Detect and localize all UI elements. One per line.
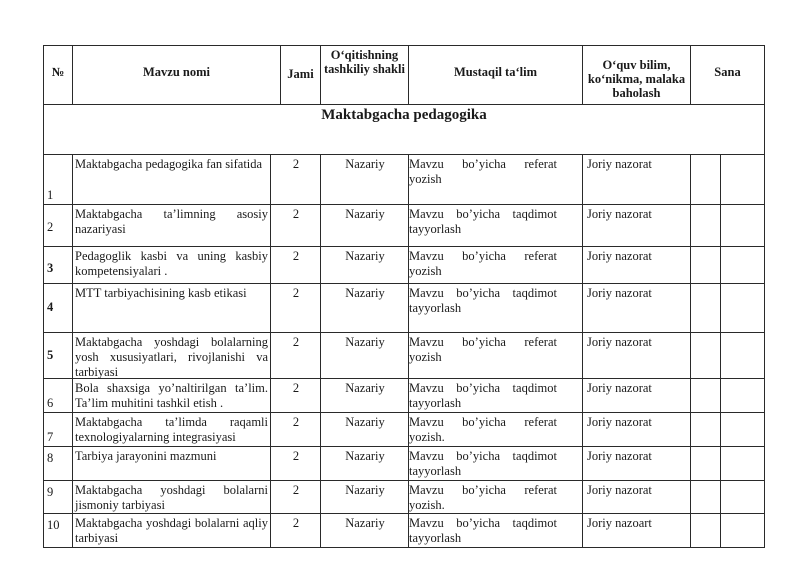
row-topic: Maktabgacha yoshdagi bolalarni jismoniy tarbiyasi: [75, 483, 268, 512]
grid-line: [43, 246, 765, 247]
grid-line: [72, 154, 73, 548]
grid-line: [43, 513, 765, 514]
row-independent: Mavzu bo’yicha taqdimot tayyorlash: [409, 207, 557, 236]
row-form: Nazariy: [345, 381, 385, 395]
row-independent: Mavzu bo’yicha taqdimot tayyorlash: [409, 516, 557, 545]
row-topic: Bola shaxsiga yo’naltirilgan ta’lim. Ta’lim muhitini tashkil etish .: [75, 381, 268, 410]
row-number: 7: [47, 430, 54, 444]
row-independent: Mavzu bo’yicha referat yozish.: [409, 415, 557, 444]
grid-line: [43, 283, 765, 284]
row-total: 2: [292, 483, 300, 497]
header-number: №: [51, 65, 65, 79]
row-total: 2: [292, 381, 300, 395]
row-total: 2: [292, 207, 300, 221]
row-independent: Mavzu bo’yicha taqdimot tayyorlash: [409, 449, 557, 478]
table-border-bottom: [43, 547, 765, 548]
header-form: O‘qitishning tashkiliy shakli: [324, 48, 405, 76]
row-topic: MTT tarbiyachisining kasb etikasi: [75, 286, 247, 300]
row-topic: Maktabgacha ta’limda raqamli texnologiyalarning integrasiyasi: [75, 415, 268, 444]
row-assessment: Joriy nazorat: [587, 286, 652, 300]
grid-line: [720, 154, 721, 548]
grid-line: [43, 412, 765, 413]
row-number: 5: [47, 348, 54, 362]
row-total: 2: [292, 157, 300, 171]
row-number: 6: [47, 396, 54, 410]
row-total: 2: [292, 335, 300, 349]
row-form: Nazariy: [345, 483, 385, 497]
row-independent: Mavzu bo’yicha referat yozish: [409, 335, 557, 364]
row-number: 3: [47, 261, 54, 275]
row-form: Nazariy: [345, 157, 385, 171]
row-total: 2: [292, 415, 300, 429]
row-form: Nazariy: [345, 449, 385, 463]
row-topic: Maktabgacha ta’limning asosiy nazariyasi: [75, 207, 268, 236]
section-title: Maktabgacha pedagogika: [321, 107, 487, 123]
row-number: 8: [47, 451, 54, 465]
grid-line: [582, 154, 583, 548]
grid-line: [270, 154, 271, 548]
grid-line: [43, 332, 765, 333]
grid-line: [43, 104, 765, 105]
grid-line: [43, 204, 765, 205]
row-form: Nazariy: [345, 286, 385, 300]
row-number: 2: [47, 220, 54, 234]
row-assessment: Joriy nazorat: [587, 483, 652, 497]
row-independent: Mavzu bo’yicha referat yozish: [409, 249, 557, 278]
row-form: Nazariy: [345, 516, 385, 530]
row-topic: Tarbiya jarayonini mazmuni: [75, 449, 217, 463]
row-topic: Maktabgacha pedagogika fan sifatida: [75, 157, 263, 171]
row-topic: Maktabgacha yoshdagi bolalarni aqliy tarbiyasi: [75, 516, 268, 545]
row-independent: Mavzu bo’yicha taqdimot tayyorlash: [409, 286, 557, 315]
row-assessment: Joriy nazorat: [587, 249, 652, 263]
grid-line: [320, 154, 321, 548]
row-number: 10: [47, 518, 60, 532]
row-form: Nazariy: [345, 249, 385, 263]
grid-line: [43, 480, 765, 481]
row-total: 2: [292, 286, 300, 300]
row-form: Nazariy: [345, 335, 385, 349]
row-independent: Mavzu bo’yicha referat yozish: [409, 157, 557, 186]
row-total: 2: [292, 249, 300, 263]
header-date: Sana: [714, 65, 741, 79]
header-assessment: O‘quv bilim, ko‘nikma, malaka baholash: [587, 58, 686, 100]
row-assessment: Joriy nazorat: [587, 381, 652, 395]
row-number: 1: [47, 188, 54, 202]
row-assessment: Joriy nazoart: [587, 516, 652, 530]
row-total: 2: [292, 449, 300, 463]
row-assessment: Joriy nazorat: [587, 415, 652, 429]
row-number: 4: [47, 300, 54, 314]
row-assessment: Joriy nazorat: [587, 207, 652, 221]
header-total: Jami: [287, 67, 314, 81]
row-topic: Pedagoglik kasbi va uning kasbiy kompetensiyalari .: [75, 249, 268, 278]
grid-line: [43, 446, 765, 447]
row-total: 2: [292, 516, 300, 530]
table-border-top: [43, 45, 765, 46]
row-independent: Mavzu bo’yicha taqdimot tayyorlash: [409, 381, 557, 410]
grid-line: [43, 154, 765, 155]
row-assessment: Joriy nazorat: [587, 157, 652, 171]
row-number: 9: [47, 485, 54, 499]
row-assessment: Joriy nazorat: [587, 335, 652, 349]
row-independent: Mavzu bo’yicha referat yozish.: [409, 483, 557, 512]
grid-line: [690, 154, 691, 548]
header-topic: Mavzu nomi: [142, 65, 210, 79]
row-topic: Maktabgacha yoshdagi bolalarning yosh xususiyatlari, rivojlanishi va tarbiyasi: [75, 335, 268, 379]
header-independent: Mustaqil ta‘lim: [454, 65, 537, 79]
row-assessment: Joriy nazorat: [587, 449, 652, 463]
row-form: Nazariy: [345, 207, 385, 221]
row-form: Nazariy: [345, 415, 385, 429]
table-border-right: [764, 45, 765, 548]
